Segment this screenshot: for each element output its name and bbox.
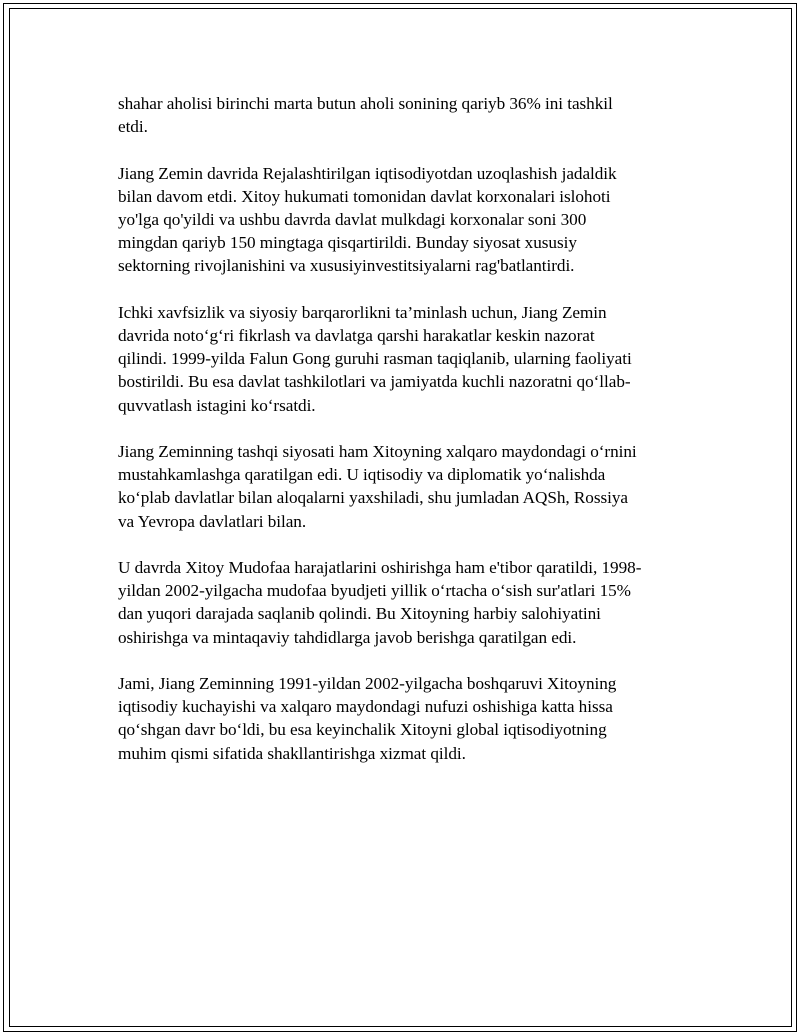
paragraph-defense-spending: [118, 556, 678, 649]
text-line: qo‘shgan davr bo‘ldi, bu esa keyinchalik Xitoyni global iqtisodiyotning: [118, 720, 607, 740]
paragraph-urban-population: [118, 92, 678, 138]
text-line: davrida noto‘g‘ri fikrlash va davlatga qarshi harakatlar keskin nazorat: [118, 326, 595, 345]
text-line: bilan davom etdi. Xitoy hukumati tomonidan davlat korxonalari islohoti: [118, 186, 611, 206]
paragraph-internal-security: [118, 301, 678, 417]
text-line: iqtisodiy kuchayishi va xalqaro maydondagi nufuzi oshishiga katta hissa: [118, 697, 613, 717]
document-body: [118, 92, 678, 788]
text-line: Jiang Zemin davrida Rejalashtirilgan iqtisodiyotdan uzoqlashish jadaldik: [118, 163, 617, 183]
text-line: Jiang Zeminning tashqi siyosati ham Xitoyning xalqaro maydondagi o‘rnini: [118, 442, 637, 461]
text-line: U davrda Xitoy Mudofaa harajatlarini oshirishga ham e'tibor qaratildi, 1998-: [118, 558, 642, 577]
text-line: quvvatlash istagini ko‘rsatdi.: [118, 395, 316, 415]
paragraph-conclusion: [118, 672, 678, 765]
text-line: shahar aholisi birinchi marta butun aholi sonining qariyb 36% ini tashkil: [118, 94, 613, 113]
text-line: muhim qismi sifatida shakllantirishga xizmat qildi.: [118, 743, 466, 763]
text-line: dan yuqori darajada saqlanib qolindi. Bu Xitoyning harbiy salohiyatini: [118, 604, 601, 624]
text-line: sektorning rivojlanishini va xususiyinvestitsiyalarni rag'batlantirdi.: [118, 256, 575, 276]
text-line: mingdan qariyb 150 mingtaga qisqartirildi. Bunday siyosat xususiy: [118, 233, 577, 253]
text-line: va Yevropa davlatlari bilan.: [118, 511, 307, 531]
text-line: ko‘plab davlatlar bilan aloqalarni yaxshiladi, shu jumladan AQSh, Rossiya: [118, 488, 628, 508]
text-line: yildan 2002-yilgacha mudofaa byudjeti yillik o‘rtacha o‘sish sur'atlari 15%: [118, 581, 631, 601]
paragraph-foreign-policy: [118, 440, 678, 533]
text-line: Jami, Jiang Zeminning 1991-yildan 2002-yilgacha boshqaruvi Xitoyning: [118, 674, 617, 693]
text-line: yo'lga qo'yildi va ushbu davrda davlat mulkdagi korxonalar soni 300: [118, 210, 587, 229]
text-line: oshirishga va mintaqaviy tahdidlarga javob berishga qaratilgan edi.: [118, 627, 577, 647]
text-line: bostirildi. Bu esa davlat tashkilotlari va jamiyatda kuchli nazoratni qo‘llab-: [118, 372, 631, 392]
text-line: mustahkamlashga qaratilgan edi. U iqtisodiy va diplomatik yo‘nalishda: [118, 465, 606, 485]
text-line: etdi.: [118, 117, 148, 137]
text-line: qilindi. 1999-yilda Falun Gong guruhi rasman taqiqlanib, ularning faoliyati: [118, 349, 632, 369]
text-line: Ichki xavfsizlik va siyosiy barqarorlikni ta’minlash uchun, Jiang Zemin: [118, 302, 607, 322]
paragraph-economic-reform: [118, 162, 678, 278]
